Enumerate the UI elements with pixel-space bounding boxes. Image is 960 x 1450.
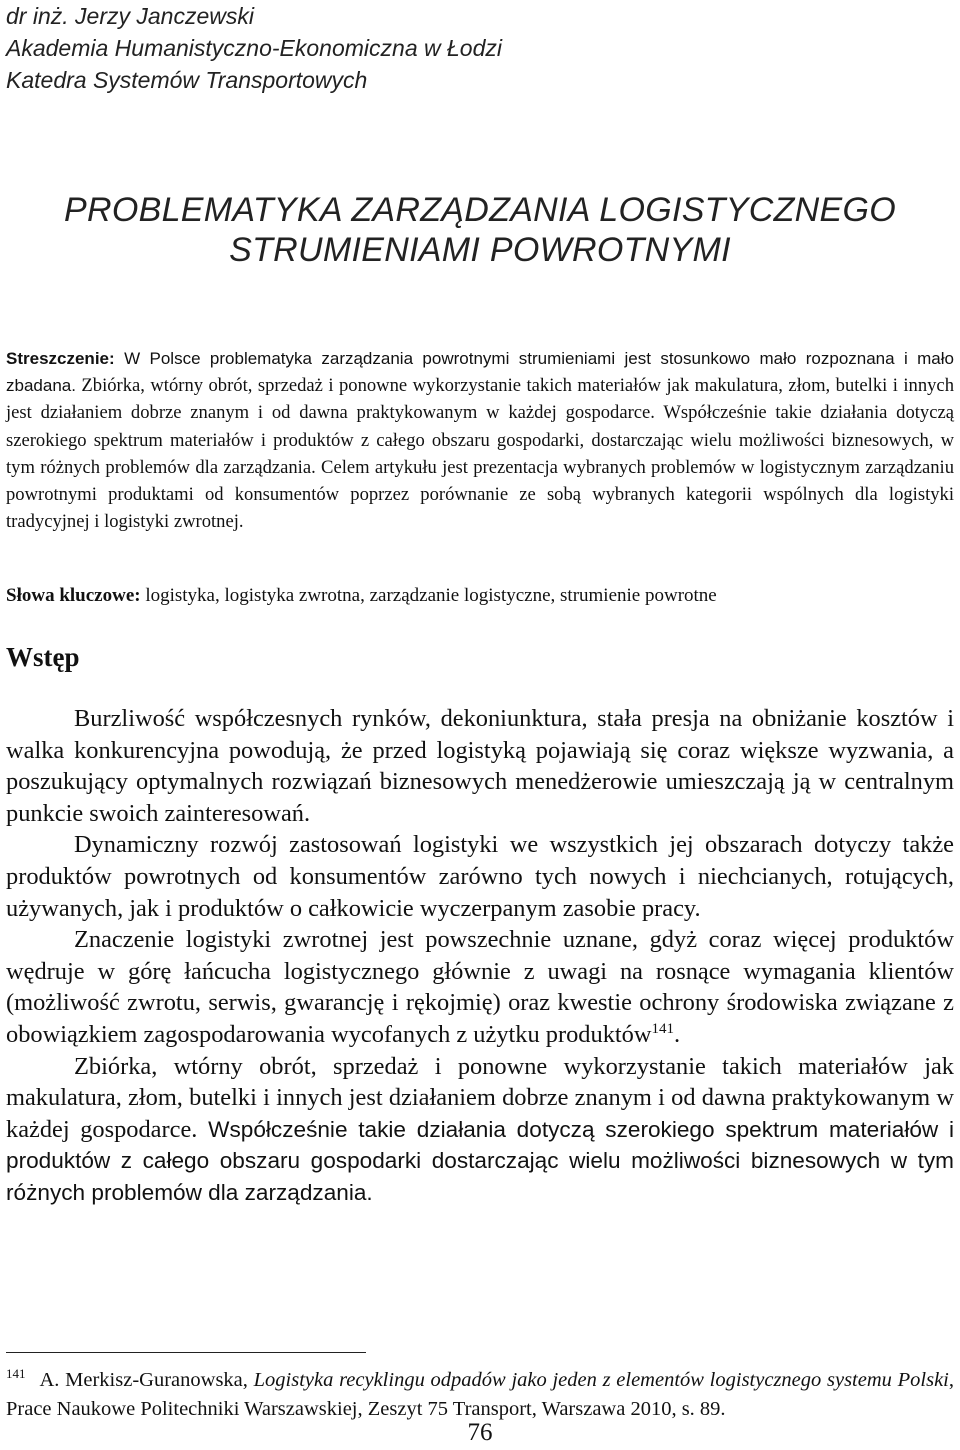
article-title-line1: PROBLEMATYKA ZARZĄDZANIA LOGISTYCZNEGO (64, 191, 896, 229)
paragraph-3 (6, 924, 954, 1050)
paragraph-4 (6, 1051, 954, 1209)
footnote-reference[interactable]: 141 (651, 1020, 674, 1037)
keywords-text: logistyka, logistyka zwrotna, zarządzanie logistyczne, strumienie powrotne (140, 585, 717, 606)
abstract (6, 345, 954, 535)
author-department: Katedra Systemów Transportowych (6, 67, 368, 93)
abstract-text-serif: Zbiórka, wtórny obrót, sprzedaż i ponowne wykorzystanie takich materiałów jak makulatura, złom, butelki i innych jest działaniem dobrze znanym i od dawna praktykowanym w każdej gospodarce. Współcześnie takie działania dotyczą szerokiego spektrum materiałów i produktów z całego obszaru gospodarki, dostarczając wielu możliwości biznesowych, w tym różnych problemów dla zarządzania. Celem artykułu jest prezentacja wybranych problemów w logistycznym zarządzaniu powrotnymi produktami od konsumentów poprzez porównanie ze sobą wybranych kategorii wspólnych dla logistyki tradycyjnej i logistyki zwrotnej. (6, 375, 954, 533)
section-heading: Wstęp (6, 642, 80, 672)
paragraph-3-text: Znaczenie logistyki zwrotnej jest powszechnie uznane, gdyż coraz więcej produktów wędruje w górę łańcucha logistycznego głównie z uwagi na rosnące wymagania klientów (możliwość zwrotu, serwis, gwarancję i rękojmię) oraz kwestie ochrony środowiska związane z obowiązkiem zagospodarowania wycofanych z użytku produktów (6, 926, 954, 1048)
abstract-text-sans: W Polsce problematyka zarządzania powrotnymi strumieniami jest stosunkowo mało rozpoznana i mało zbadana. (6, 349, 954, 396)
article-title (6, 190, 954, 270)
footnote-title: Logistyka recyklingu odpadów jako jeden z elementów logistycznego systemu Polski (253, 1369, 949, 1391)
abstract-label: Streszczenie: (6, 349, 115, 368)
keywords (6, 582, 954, 610)
paragraph-4-serif: Zbiórka, wtórny obrót, sprzedaż i ponowne wykorzystanie takich materiałów jak makulatura, złom, butelki i innych jest działaniem dobrze znanym i od dawna praktykowanym w każdej gospodarce. (6, 1052, 954, 1143)
author-name: dr inż. Jerzy Janczewski (6, 3, 254, 29)
footnote-mark: 141 (6, 1366, 26, 1382)
keywords-label: Słowa kluczowe: (6, 585, 141, 606)
author-block (6, 0, 502, 96)
footnote-rest: , Prace Naukowe Politechniki Warszawskiej, Zeszyt 75 Transport, Warszawa 2010, s. 89. (6, 1369, 954, 1420)
footnote (6, 1366, 954, 1424)
paragraph-3-end: . (673, 1020, 681, 1048)
body-text (6, 703, 954, 1209)
page-number: 76 (467, 1419, 493, 1446)
author-affiliation: Akademia Humanistyczno-Ekonomiczna w Łodzi (6, 35, 502, 61)
article-title-line2: STRUMIENIAMI POWROTNYMI (229, 231, 731, 269)
footnote-divider (6, 1352, 366, 1353)
paragraph-2: Dynamiczny rozwój zastosowań logistyki we wszystkich jej obszarach dotyczy także produktów powrotnych od konsumentów zarówno tych nowych i niechcianych, rotujących, używanych, jak i produktów o całkowicie wyczerpanym zasobie pracy. (6, 831, 954, 922)
paragraph-1: Burzliwość współczesnych rynków, dekoniunktura, stała presja na obniżanie kosztów i walka konkurencyjna powodują, że przed logistyką pojawiają się coraz większe wyzwania, a poszukujący optymalnych rozwiązań biznesowych menedżerowie umieszczają ją w centralnym punkcie swoich zainteresowań. (6, 705, 954, 827)
footnote-author: A. Merkisz-Guranowska, (39, 1369, 254, 1391)
paragraph-4-sans: Współcześnie takie działania dotyczą szerokiego spektrum materiałów i produktów z całego obszaru gospodarki dostarczając wielu możliwości biznesowych w tym różnych problemów dla zarządzania. (6, 1116, 954, 1205)
